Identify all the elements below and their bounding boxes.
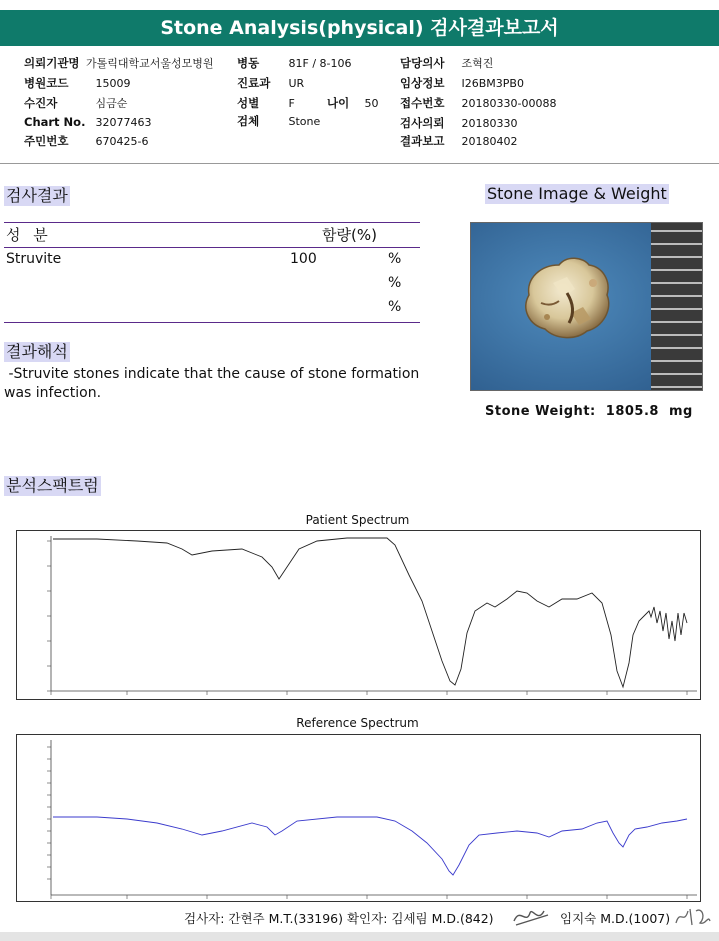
patient-info [0,52,719,162]
chart-no-label: Chart No. [24,115,86,129]
interpretation-line: -Struvite stones indicate that the cause of stone formation [4,366,420,382]
result-row-unit: % [388,275,402,291]
stone-weight: Stone Weight: 1805.8 mg [485,404,693,419]
receipt-no-value: 20180330-00088 [461,97,557,110]
reference-spectrum-plot [17,735,700,901]
info-row-receipt-no [400,95,556,111]
report-title: Stone Analysis(physical) 검사결과보고서 [0,10,719,46]
col-component-header: 성 분 [6,226,52,244]
info-row-department [237,75,304,91]
age-label: 나이 [327,96,350,110]
signature-scribble [672,903,712,929]
info-row-patient [24,95,127,111]
info-row-institution [24,55,214,71]
result-row-value: 100 [290,251,317,267]
col-content-header: 함량(%) [322,226,377,244]
info-row-chart-no [24,115,152,129]
patient-spectrum-title: Patient Spectrum [305,513,410,527]
clinical-info-value: I26BM3PB0 [461,77,524,90]
stone-photo [470,222,703,391]
resident-no-value: 670425-6 [95,135,149,148]
request-date-value: 20180330 [461,117,518,130]
results-table-bottom-line [4,322,420,323]
info-row-clinical-info [400,75,524,91]
clinical-info-label: 임상정보 [400,76,445,90]
results-heading: 검사결과 [6,186,68,205]
specimen-label: 검체 [237,114,260,128]
interpretation-line: was infection. [4,385,102,401]
signature-scribble [510,903,552,929]
result-row-component: Struvite [6,251,62,267]
hospital-code-value: 15009 [95,77,131,90]
info-row-ward [237,55,352,71]
stone-photo-image [471,223,702,390]
patient-label: 수진자 [24,96,58,110]
reference-spectrum-chart [16,734,701,902]
chart-no-value: 32077463 [95,116,152,129]
footer-approver: 임지숙 M.D.(1007) [560,911,671,926]
signature-mark [510,903,552,929]
ward-label: 병동 [237,56,260,70]
institution-label: 의뢰기관명 [24,56,80,70]
info-row-report-date [400,133,518,149]
info-row-specimen [237,113,320,129]
sex-value: F [288,97,295,110]
info-row-request-date [400,115,518,131]
results-table-top-line [4,222,420,223]
spectrum-heading: 분석스팩트럼 [6,476,99,495]
info-row-sex [237,95,295,111]
request-date-label: 검사의뢰 [400,116,445,130]
bottom-band [0,932,719,941]
info-divider [0,163,719,164]
patient-spectrum-chart [16,530,701,700]
info-row-doctor [400,55,493,71]
sex-label: 성별 [237,96,260,110]
interpretation-text [4,365,444,403]
footer-examiner: 검사자: 간현주 M.T.(33196) 확인자: 김세림 M.D.(842) [184,911,494,926]
info-row-age [327,95,379,111]
result-row-unit: % [388,251,402,267]
institution-value: 가톨릭대학교서울성모병원 [86,57,214,70]
department-label: 진료과 [237,76,271,90]
specimen-value: Stone [288,115,321,128]
reference-spectrum-title: Reference Spectrum [296,716,419,730]
stone-image-heading: Stone Image & Weight [487,184,667,203]
info-row-hospital-code [24,75,131,91]
ward-value: 81F / 8-106 [288,57,352,70]
hospital-code-label: 병원코드 [24,76,69,90]
results-table-header-line [4,247,420,248]
patient-value: 심금순 [95,97,128,110]
doctor-label: 담당의사 [400,56,445,70]
department-value: UR [288,77,305,90]
patient-spectrum-plot [17,531,700,699]
result-row-unit: % [388,299,402,315]
doctor-value: 조혁진 [461,57,494,70]
resident-no-label: 주민번호 [24,134,69,148]
signature-mark [672,903,712,929]
interpretation-heading: 결과해석 [6,342,68,361]
receipt-no-label: 접수번호 [400,96,445,110]
info-row-resident-no [24,133,148,149]
report-date-value: 20180402 [461,135,518,148]
age-value: 50 [364,97,379,110]
report-date-label: 결과보고 [400,134,445,148]
